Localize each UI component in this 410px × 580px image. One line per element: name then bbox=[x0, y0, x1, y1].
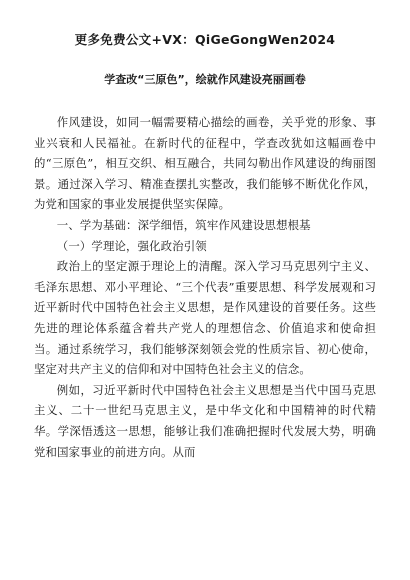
subsection-heading: （一）学理论，强化政治引领 bbox=[56, 238, 207, 253]
document-body bbox=[34, 112, 376, 462]
body-paragraph: 例如，习近平新时代中国特色社会主义思想是当代中国马克思主义、二十一世纪马克思主义，是中华文化和中国精神的时代精华。学深悟透这一思想，能够让我们准确把握时代发展大势，明确党和国家事业的前进方向。从而 bbox=[34, 382, 376, 459]
intro-paragraph: 作风建设，如同一幅需要精心描绘的画卷，关乎党的形象、事业兴衰和人民福祉。在新时代的征程中，学查改犹如这幅画卷中的“三原色”，相互交织、相互融合，共同勾勒出作风建设的绚丽图景。通过深入学习、精准查摆扎实整改，我们能够不断优化作风，为党和国家的事业发展提供坚实保障。 bbox=[34, 115, 376, 212]
section-heading: 一、学为基础：深学细悟，筑牢作风建设思想根基 bbox=[56, 217, 311, 232]
document-title: 学查改“三原色”，绘就作风建设亮丽画卷 bbox=[104, 73, 306, 86]
body-paragraph: 政治上的坚定源于理论上的清醒。深入学习马克思列宁主义、毛泽东思想、邓小平理论、“三个代表”重要思想、科学发展观和习近平新时代中国特色社会主义思想，是作风建设的首要任务。这些先进的理论体系蕴含着共产党人的理想信念、价值追求和使命担当。通过系统学习，我们能够深刻领会党的性质宗旨、初心使命，坚定对共产主义的信仰和对中国特色社会主义的信念。 bbox=[34, 259, 376, 377]
watermark-header: 更多免费公文+VX：QiGeGongWen2024 bbox=[74, 32, 336, 47]
